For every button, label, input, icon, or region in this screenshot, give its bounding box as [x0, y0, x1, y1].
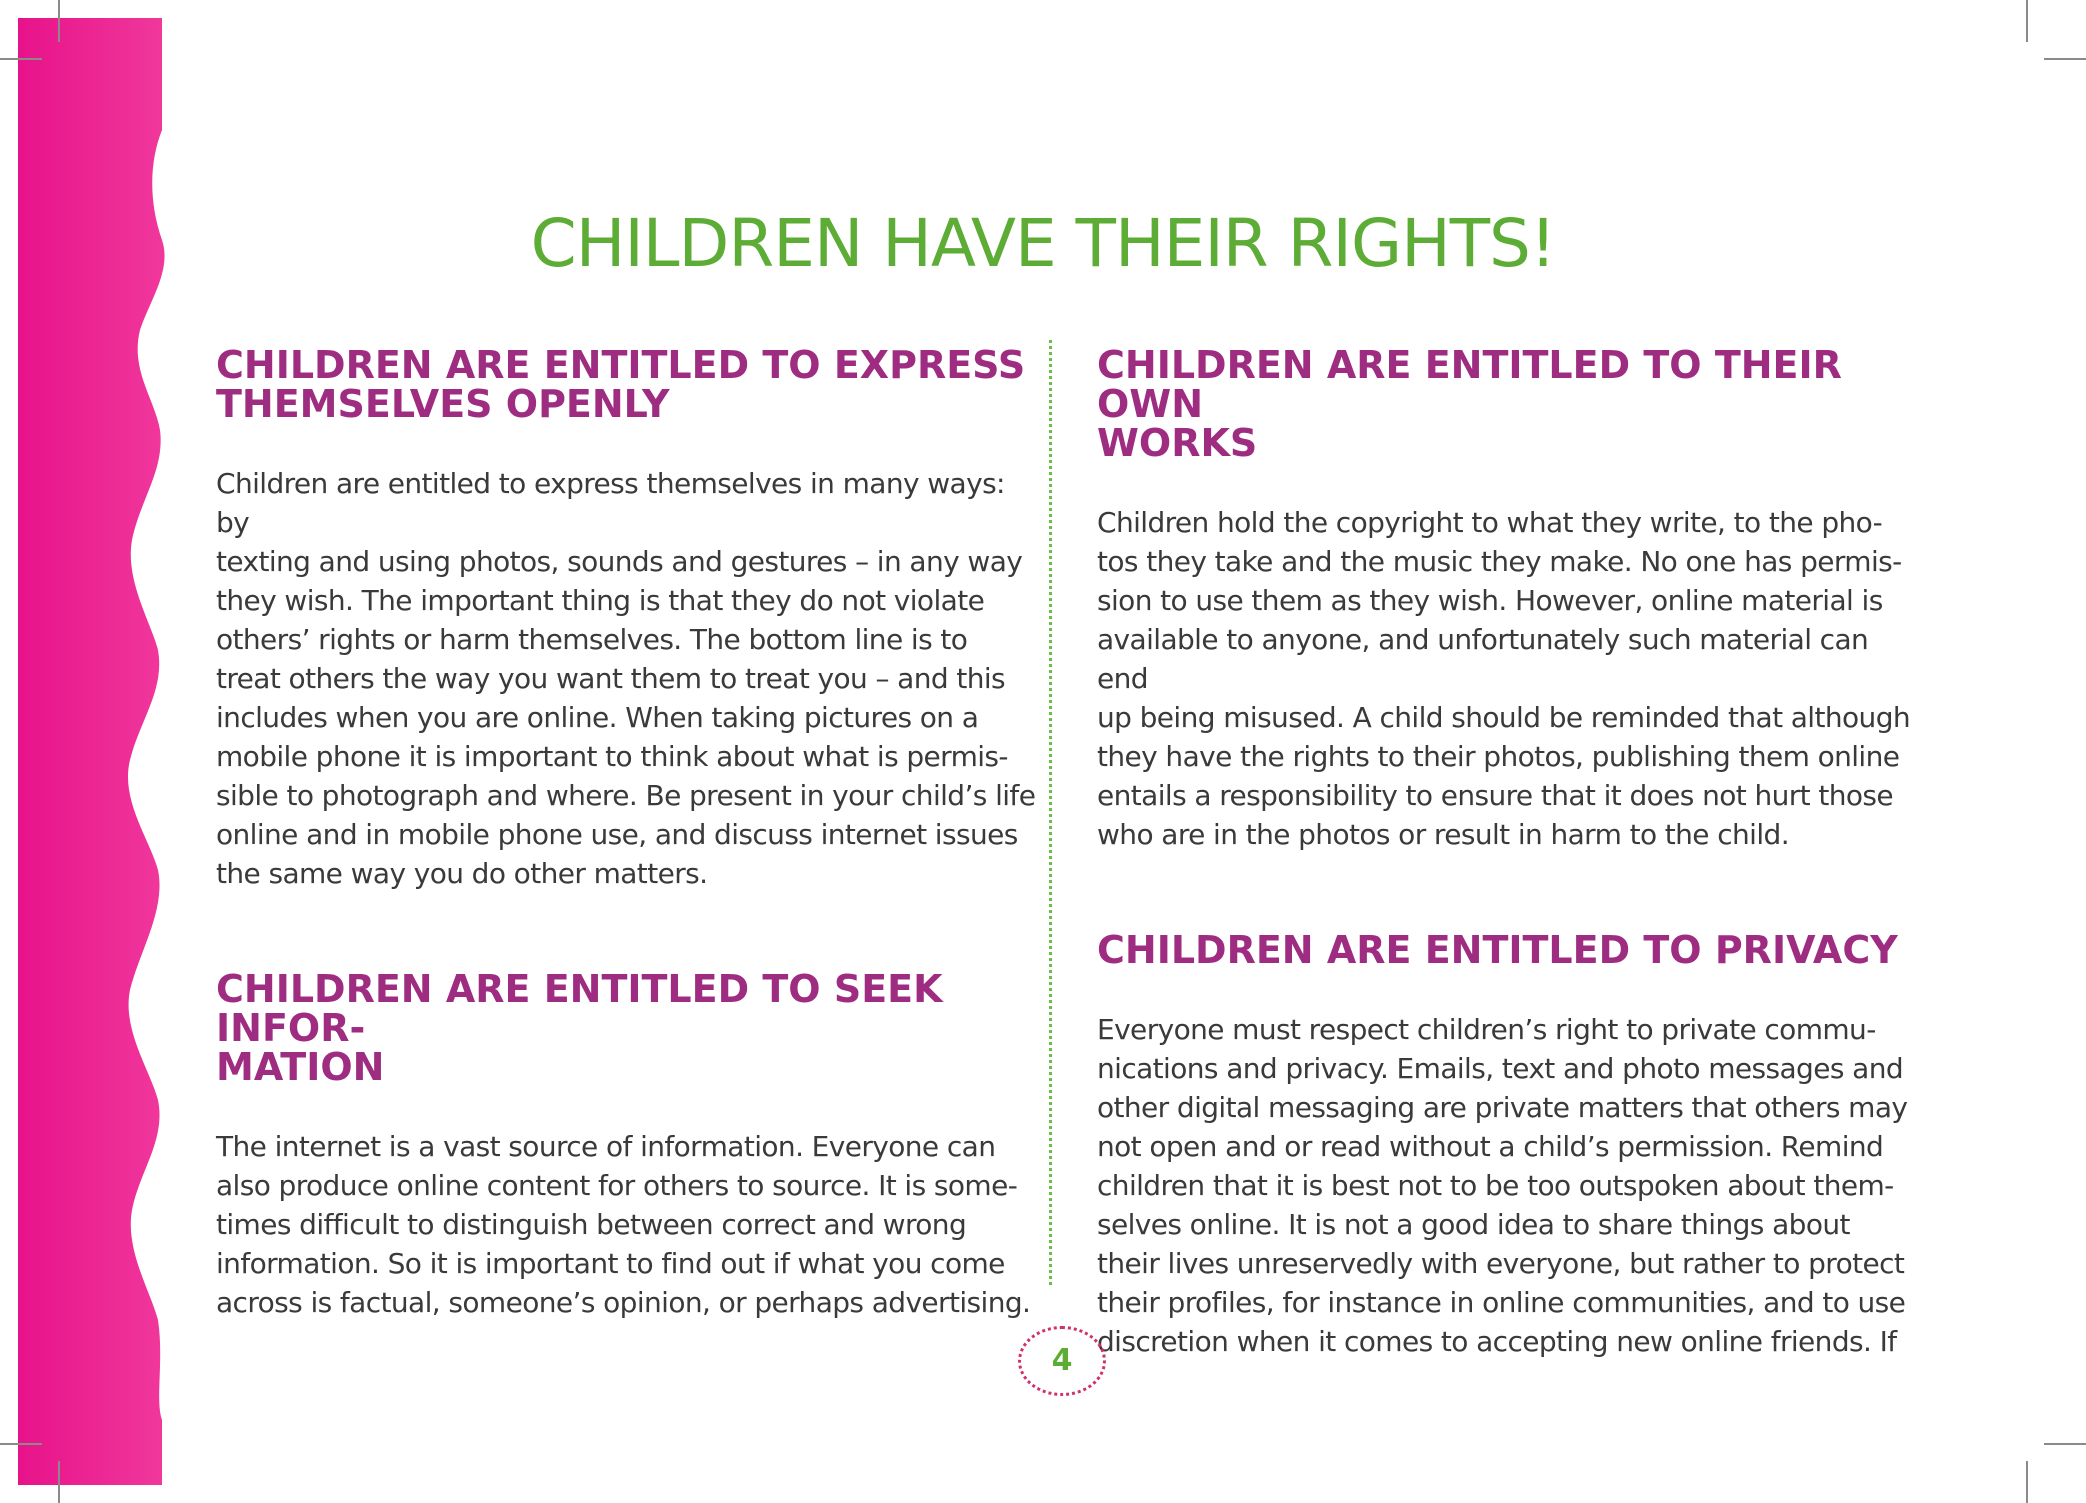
body-line: they wish. The important thing is that they do not violate [216, 584, 985, 617]
section-privacy [1097, 928, 1917, 1361]
section-body [216, 464, 1036, 893]
crop-mark [58, 1461, 60, 1503]
body-line: who are in the photos or result in harm to the child. [1097, 818, 1790, 851]
heading-line: CHILDREN ARE ENTITLED TO EXPRESS [216, 343, 1026, 387]
body-line: children that it is best not to be too outspoken about them- [1097, 1169, 1894, 1202]
section-own-works [1097, 343, 1917, 854]
body-line: texting and using photos, sounds and gestures – in any way [216, 545, 1023, 578]
body-line: others’ rights or harm themselves. The bottom line is to [216, 623, 968, 656]
body-line: selves online. It is not a good idea to share things about [1097, 1208, 1850, 1241]
body-line: they have the rights to their photos, publishing them online [1097, 740, 1900, 773]
left-column [216, 343, 1036, 1322]
heading-line: WORKS [1097, 421, 1258, 465]
body-line: their lives unreservedly with everyone, but rather to protect [1097, 1247, 1905, 1280]
body-line: tos they take and the music they make. No one has permis- [1097, 545, 1902, 578]
body-line: the same way you do other matters. [216, 857, 708, 890]
crop-mark [2044, 1443, 2086, 1445]
body-line: not open and or read without a child’s permission. Remind [1097, 1130, 1884, 1163]
right-column [1097, 343, 1917, 1361]
body-line: Children are entitled to express themselves in many ways: by [216, 467, 1005, 539]
body-line: discretion when it comes to accepting new online friends. If [1097, 1325, 1897, 1358]
body-line: times difficult to distinguish between correct and wrong [216, 1208, 967, 1241]
section-heading [1097, 343, 1917, 465]
body-line: up being misused. A child should be reminded that although [1097, 701, 1911, 734]
heading-line: CHILDREN ARE ENTITLED TO THEIR OWN [1097, 343, 1842, 426]
crop-mark [2026, 1461, 2028, 1503]
body-line: Everyone must respect children’s right to private commu- [1097, 1013, 1876, 1046]
body-line: across is factual, someone’s opinion, or perhaps advertising. [216, 1286, 1031, 1319]
section-heading [216, 967, 1036, 1089]
section-heading [1097, 928, 1917, 972]
crop-mark [2026, 0, 2028, 42]
heading-line: CHILDREN ARE ENTITLED TO SEEK INFOR- [216, 967, 943, 1050]
body-line: treat others the way you want them to treat you – and this [216, 662, 1006, 695]
body-line: online and in mobile phone use, and discuss internet issues [216, 818, 1018, 851]
body-line: information. So it is important to find out if what you come [216, 1247, 1005, 1280]
section-heading [216, 343, 1036, 426]
body-line: nications and privacy. Emails, text and photo messages and [1097, 1052, 1904, 1085]
section-body [216, 1127, 1036, 1322]
body-line: other digital messaging are private matters that others may [1097, 1091, 1908, 1124]
body-line: also produce online content for others to source. It is some- [216, 1169, 1018, 1202]
section-seek-information [216, 967, 1036, 1322]
section-body [1097, 503, 1917, 854]
heading-line: MATION [216, 1045, 385, 1089]
body-line: includes when you are online. When taking pictures on a [216, 701, 979, 734]
section-body [1097, 1010, 1917, 1361]
body-line: entails a responsibility to ensure that it does not hurt those [1097, 779, 1893, 812]
body-line: available to anyone, and unfortunately such material can end [1097, 623, 1869, 695]
crop-mark [2044, 58, 2086, 60]
body-line: their profiles, for instance in online communities, and to use [1097, 1286, 1906, 1319]
section-express [216, 343, 1036, 893]
crop-mark [58, 0, 60, 42]
body-line: mobile phone it is important to think about what is permis- [216, 740, 1008, 773]
body-line: sion to use them as they wish. However, online material is [1097, 584, 1883, 617]
page-title: CHILDREN HAVE THEIR RIGHTS! [530, 205, 1556, 282]
page-number: 4 [1018, 1326, 1106, 1396]
body-line: Children hold the copyright to what they write, to the pho- [1097, 506, 1883, 539]
crop-mark [0, 1443, 42, 1445]
body-line: The internet is a vast source of information. Everyone can [216, 1130, 996, 1163]
heading-line: CHILDREN ARE ENTITLED TO PRIVACY [1097, 928, 1898, 972]
column-divider [1049, 340, 1052, 1285]
body-line: sible to photograph and where. Be present in your child’s life [216, 779, 1036, 812]
crop-mark [0, 58, 42, 60]
heading-line: THEMSELVES OPENLY [216, 382, 670, 426]
